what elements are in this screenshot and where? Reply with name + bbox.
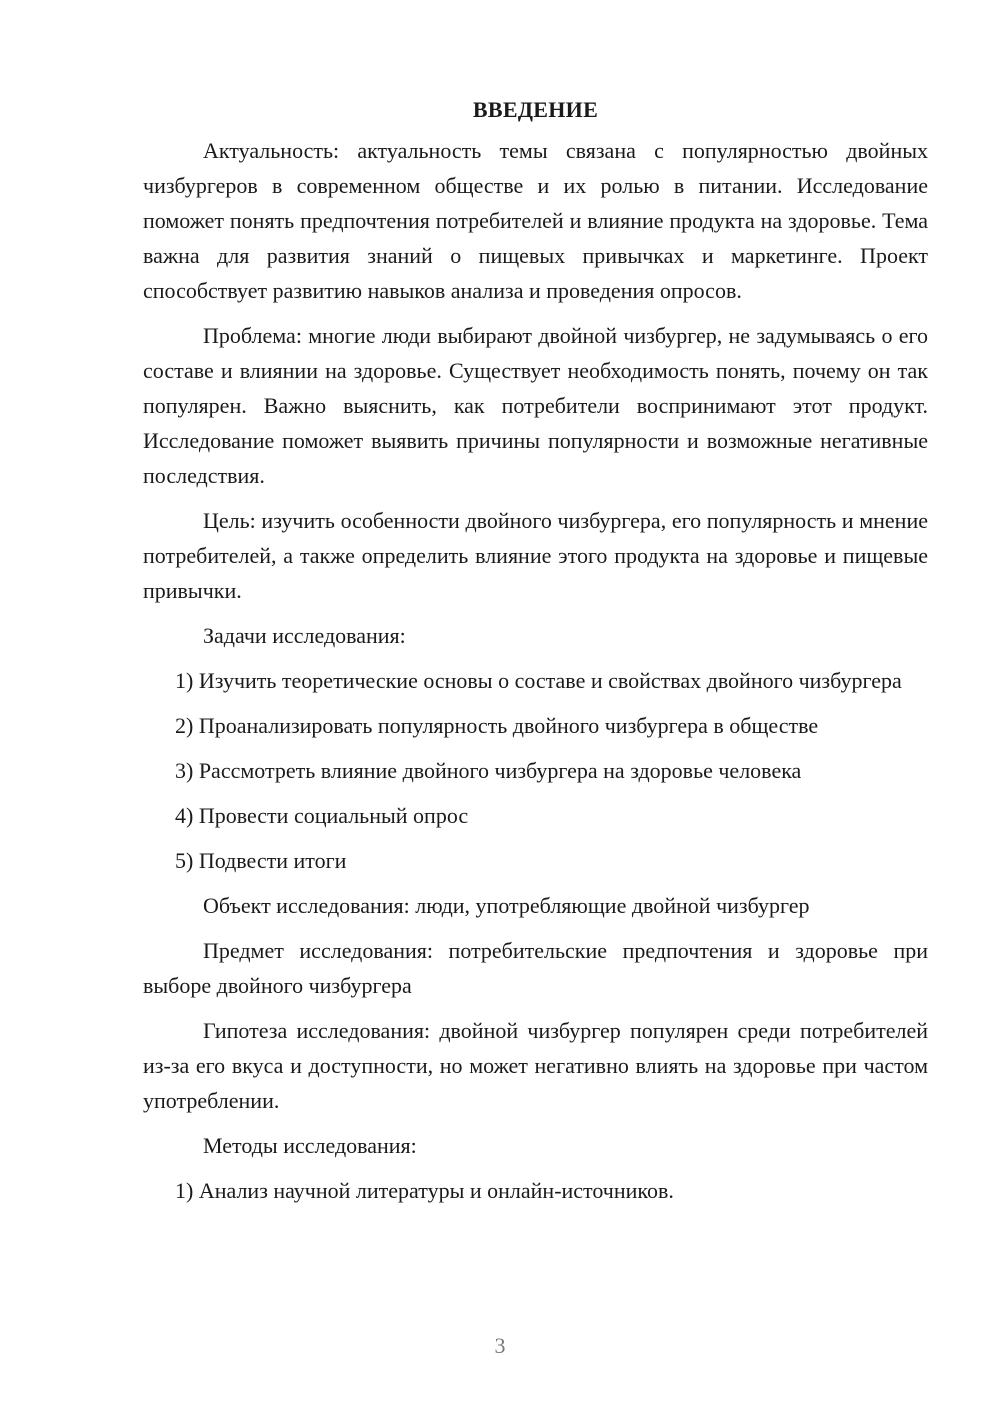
goal-paragraph: Цель: изучить особенности двойного чизбургера, его популярность и мнение потребителей, а также определить влияние этого продукта на здоровье и пищевые привычки. xyxy=(143,508,928,603)
document-page xyxy=(143,92,928,1208)
method-item: 1) Анализ научной литературы и онлайн-источников. xyxy=(175,1178,674,1203)
task-item: 3) Рассмотреть влияние двойного чизбургера на здоровье человека xyxy=(175,758,802,783)
object-paragraph: Объект исследования: люди, употребляющие двойной чизбургер xyxy=(203,893,810,918)
page-number: 3 xyxy=(494,1333,506,1358)
tasks-heading: Задачи исследования: xyxy=(203,623,406,648)
task-item: 5) Подвести итоги xyxy=(175,848,347,873)
task-item: 4) Провести социальный опрос xyxy=(175,803,469,828)
hypothesis-paragraph: Гипотеза исследования: двойной чизбургер популярен среди потребителей из-за его вкуса и доступности, но может негативно влиять на здоровье при частом употреблении. xyxy=(143,1018,928,1113)
task-item: 1) Изучить теоретические основы о составе и свойствах двойного чизбургера xyxy=(175,668,902,693)
methods-heading: Методы исследования: xyxy=(203,1133,417,1158)
relevance-paragraph: Актуальность: актуальность темы связана с популярностью двойных чизбургеров в современном обществе и их ролью в питании. Исследование поможет понять предпочтения потребителей и влияние продукта на здоровье. Тема важна для развития знаний о пищевых привычках и маркетинге. Проект способствует развитию навыков анализа и проведения опросов. xyxy=(143,138,928,303)
problem-paragraph: Проблема: многие люди выбирают двойной чизбургер, не задумываясь о его составе и влиянии на здоровье. Существует необходимость понять, почему он так популярен. Важно выяснить, как потребители воспринимают этот продукт. Исследование поможет выявить причины популярности и возможные негативные последствия. xyxy=(143,323,928,488)
task-item: 2) Проанализировать популярность двойного чизбургера в обществе xyxy=(175,713,819,738)
section-title: ВВЕДЕНИЕ xyxy=(472,97,599,122)
subject-paragraph: Предмет исследования: потребительские предпочтения и здоровье при выборе двойного чизбургера xyxy=(143,938,928,998)
